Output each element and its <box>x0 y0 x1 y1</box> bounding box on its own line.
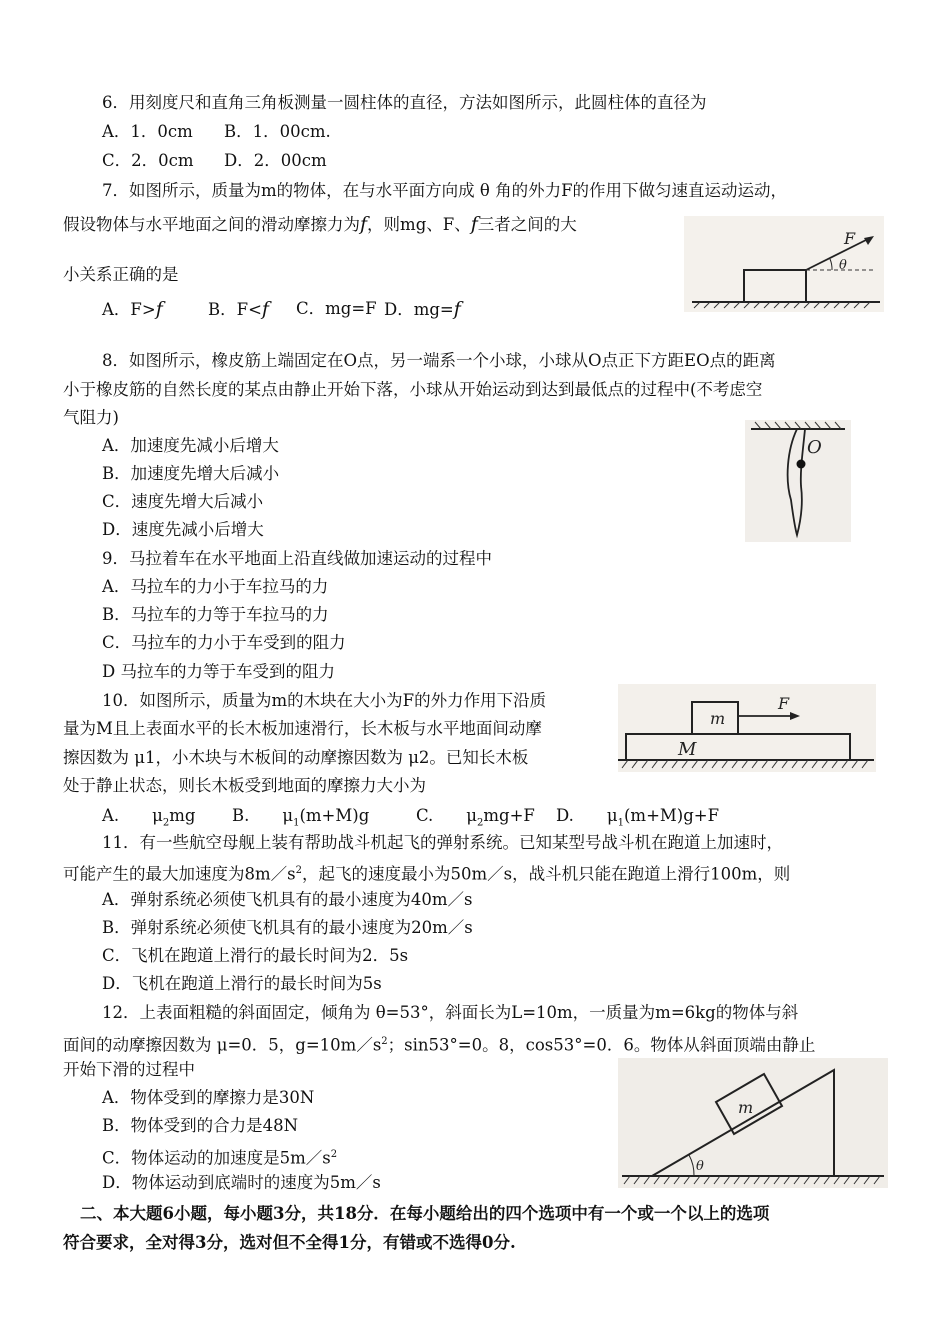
q12-line2: 面间的动摩擦因数为 μ=0．5，$g=10m/s^2$；sin53°=0。8，cos53°=0．6。物体从斜面顶端由静止 <box>63 1035 816 1055</box>
q8-line2: 小于橡皮筋的自然长度的某点由静止开始下落，小球从开始运动到达到最低点的过程中(不考虑空 <box>63 380 763 399</box>
point-o-label: O <box>807 437 822 458</box>
q10-line3: 擦因数为 μ1，小木块与木板间的动摩擦因数为 μ2。已知长木板 <box>63 748 529 767</box>
q6-option-b: B．1．00cm. <box>224 122 331 141</box>
q11-option-b: B．弹射系统必须使飞机具有的最小速度为20m／s <box>102 918 473 937</box>
q6-option-a: A．1．0cm <box>102 122 193 141</box>
block-m-label: m <box>738 1098 754 1117</box>
q9-stem: 9．马拉着车在水平地面上沿直线做加速运动的过程中 <box>102 549 492 568</box>
q9-option-c: C．马拉车的力小于车受到的阻力 <box>102 633 346 652</box>
q8-figure <box>745 420 851 542</box>
q9-option-a: A．马拉车的力小于车拉马的力 <box>102 577 329 596</box>
q11-option-c: C．飞机在跑道上滑行的最长时间为2．5s <box>102 946 409 965</box>
q7-option-a: A．F>f <box>102 298 163 320</box>
q12-line3: 开始下滑的过程中 <box>63 1060 195 1079</box>
q7-line1: 7．如图所示，质量为m的物体，在与水平面方向成 θ 角的外力F的作用下做匀速直运动运动， <box>102 181 788 200</box>
ball-icon <box>797 460 806 469</box>
q10-option-a: A. $\mu_2mg$ <box>102 806 196 829</box>
q7-line2: 假设物体与水平地面之间的滑动摩擦力为f，则mg、F、f三者之间的大 <box>63 213 577 235</box>
q7-option-d: D．mg=f <box>384 298 461 320</box>
section2-heading-line2: 符合要求，全对得3分，选对但不全得1分，有错或不选得0分. <box>63 1233 516 1252</box>
q10-option-b: B. $\mu_1(m+M)g$ <box>232 806 370 829</box>
q10-line1: 10．如图所示，质量为m的木块在大小为F的外力作用下沿质 <box>102 691 547 710</box>
friction-symbol: f <box>470 213 478 235</box>
q6-option-c: C．2．0cm <box>102 151 194 170</box>
q10-line2: 量为M且上表面水平的长木板加速滑行，长木板与水平地面间动摩 <box>63 719 542 738</box>
angle-label: θ <box>839 258 847 273</box>
q6-option-d: D．2．00cm <box>224 151 327 170</box>
q11-line2: 可能产生的最大加速度为$8m/s^2$，起飞的速度最小为50m／s，战斗机只能在跑道上滑行100m，则 <box>63 864 791 884</box>
q10-option-c: C. $\mu_2mg+F$ <box>416 806 535 829</box>
force-label: F <box>778 694 790 713</box>
q11-option-a: A．弹射系统必须使飞机具有的最小速度为40m／s <box>102 890 473 909</box>
q7-option-c: C．mg=F <box>296 299 377 318</box>
q11-line1: 11．有一些航空母舰上装有帮助战斗机起飞的弹射系统。已知某型号战斗机在跑道上加速时， <box>102 833 783 852</box>
q6-stem: 6．用刻度尺和直角三角板测量一圆柱体的直径，方法如图所示，此圆柱体的直径为 <box>102 93 707 112</box>
section2-heading-line1: 二、本大题6小题，每小题3分，共18分．在每小题给出的四个选项中有一个或一个以上的选项 <box>80 1204 770 1223</box>
force-label: F <box>844 229 856 248</box>
q8-line1: 8．如图所示，橡皮筋上端固定在O点，另一端系一个小球，小球从O点正下方距EO点的距离 <box>102 351 776 370</box>
q11-option-d: D．飞机在跑道上滑行的最长时间为5s <box>102 974 382 993</box>
q10-option-d: D. $\mu_1(m+M)g+F$ <box>556 806 720 829</box>
q10-figure <box>618 684 876 772</box>
q8-line3: 气阻力) <box>63 408 119 427</box>
q7-line3: 小关系正确的是 <box>63 265 179 284</box>
q12-figure <box>618 1058 888 1188</box>
friction-symbol: f <box>360 213 368 235</box>
q8-option-d: D．速度先减小后增大 <box>102 520 264 539</box>
q8-option-c: C．速度先增大后减小 <box>102 492 264 511</box>
q10-line4: 处于静止状态，则长木板受到地面的摩擦力大小为 <box>63 776 426 795</box>
q8-option-a: A．加速度先减小后增大 <box>102 436 279 455</box>
q12-line1: 12．上表面粗糙的斜面固定，倾角为 θ=53°，斜面长为L=10m，一质量为m=6kg的物体与斜 <box>102 1003 799 1022</box>
angle-label: θ <box>696 1159 704 1174</box>
q9-option-b: B．马拉车的力等于车拉马的力 <box>102 605 329 624</box>
q12-option-b: B．物体受到的合力是48N <box>102 1116 299 1135</box>
q9-option-d: D 马拉车的力等于车受到的阻力 <box>102 662 335 681</box>
q7-figure <box>684 216 884 312</box>
q12-option-c: C．物体运动的加速度是$5m/s^2$ <box>102 1148 338 1168</box>
q12-option-a: A．物体受到的摩擦力是30N <box>102 1088 315 1107</box>
board-M-label: M <box>678 739 697 760</box>
q7-option-b: B．F<f <box>208 298 269 320</box>
block-m-label: m <box>710 709 726 728</box>
q8-option-b: B．加速度先增大后减小 <box>102 464 280 483</box>
q12-option-d: D．物体运动到底端时的速度为5m／s <box>102 1173 381 1192</box>
